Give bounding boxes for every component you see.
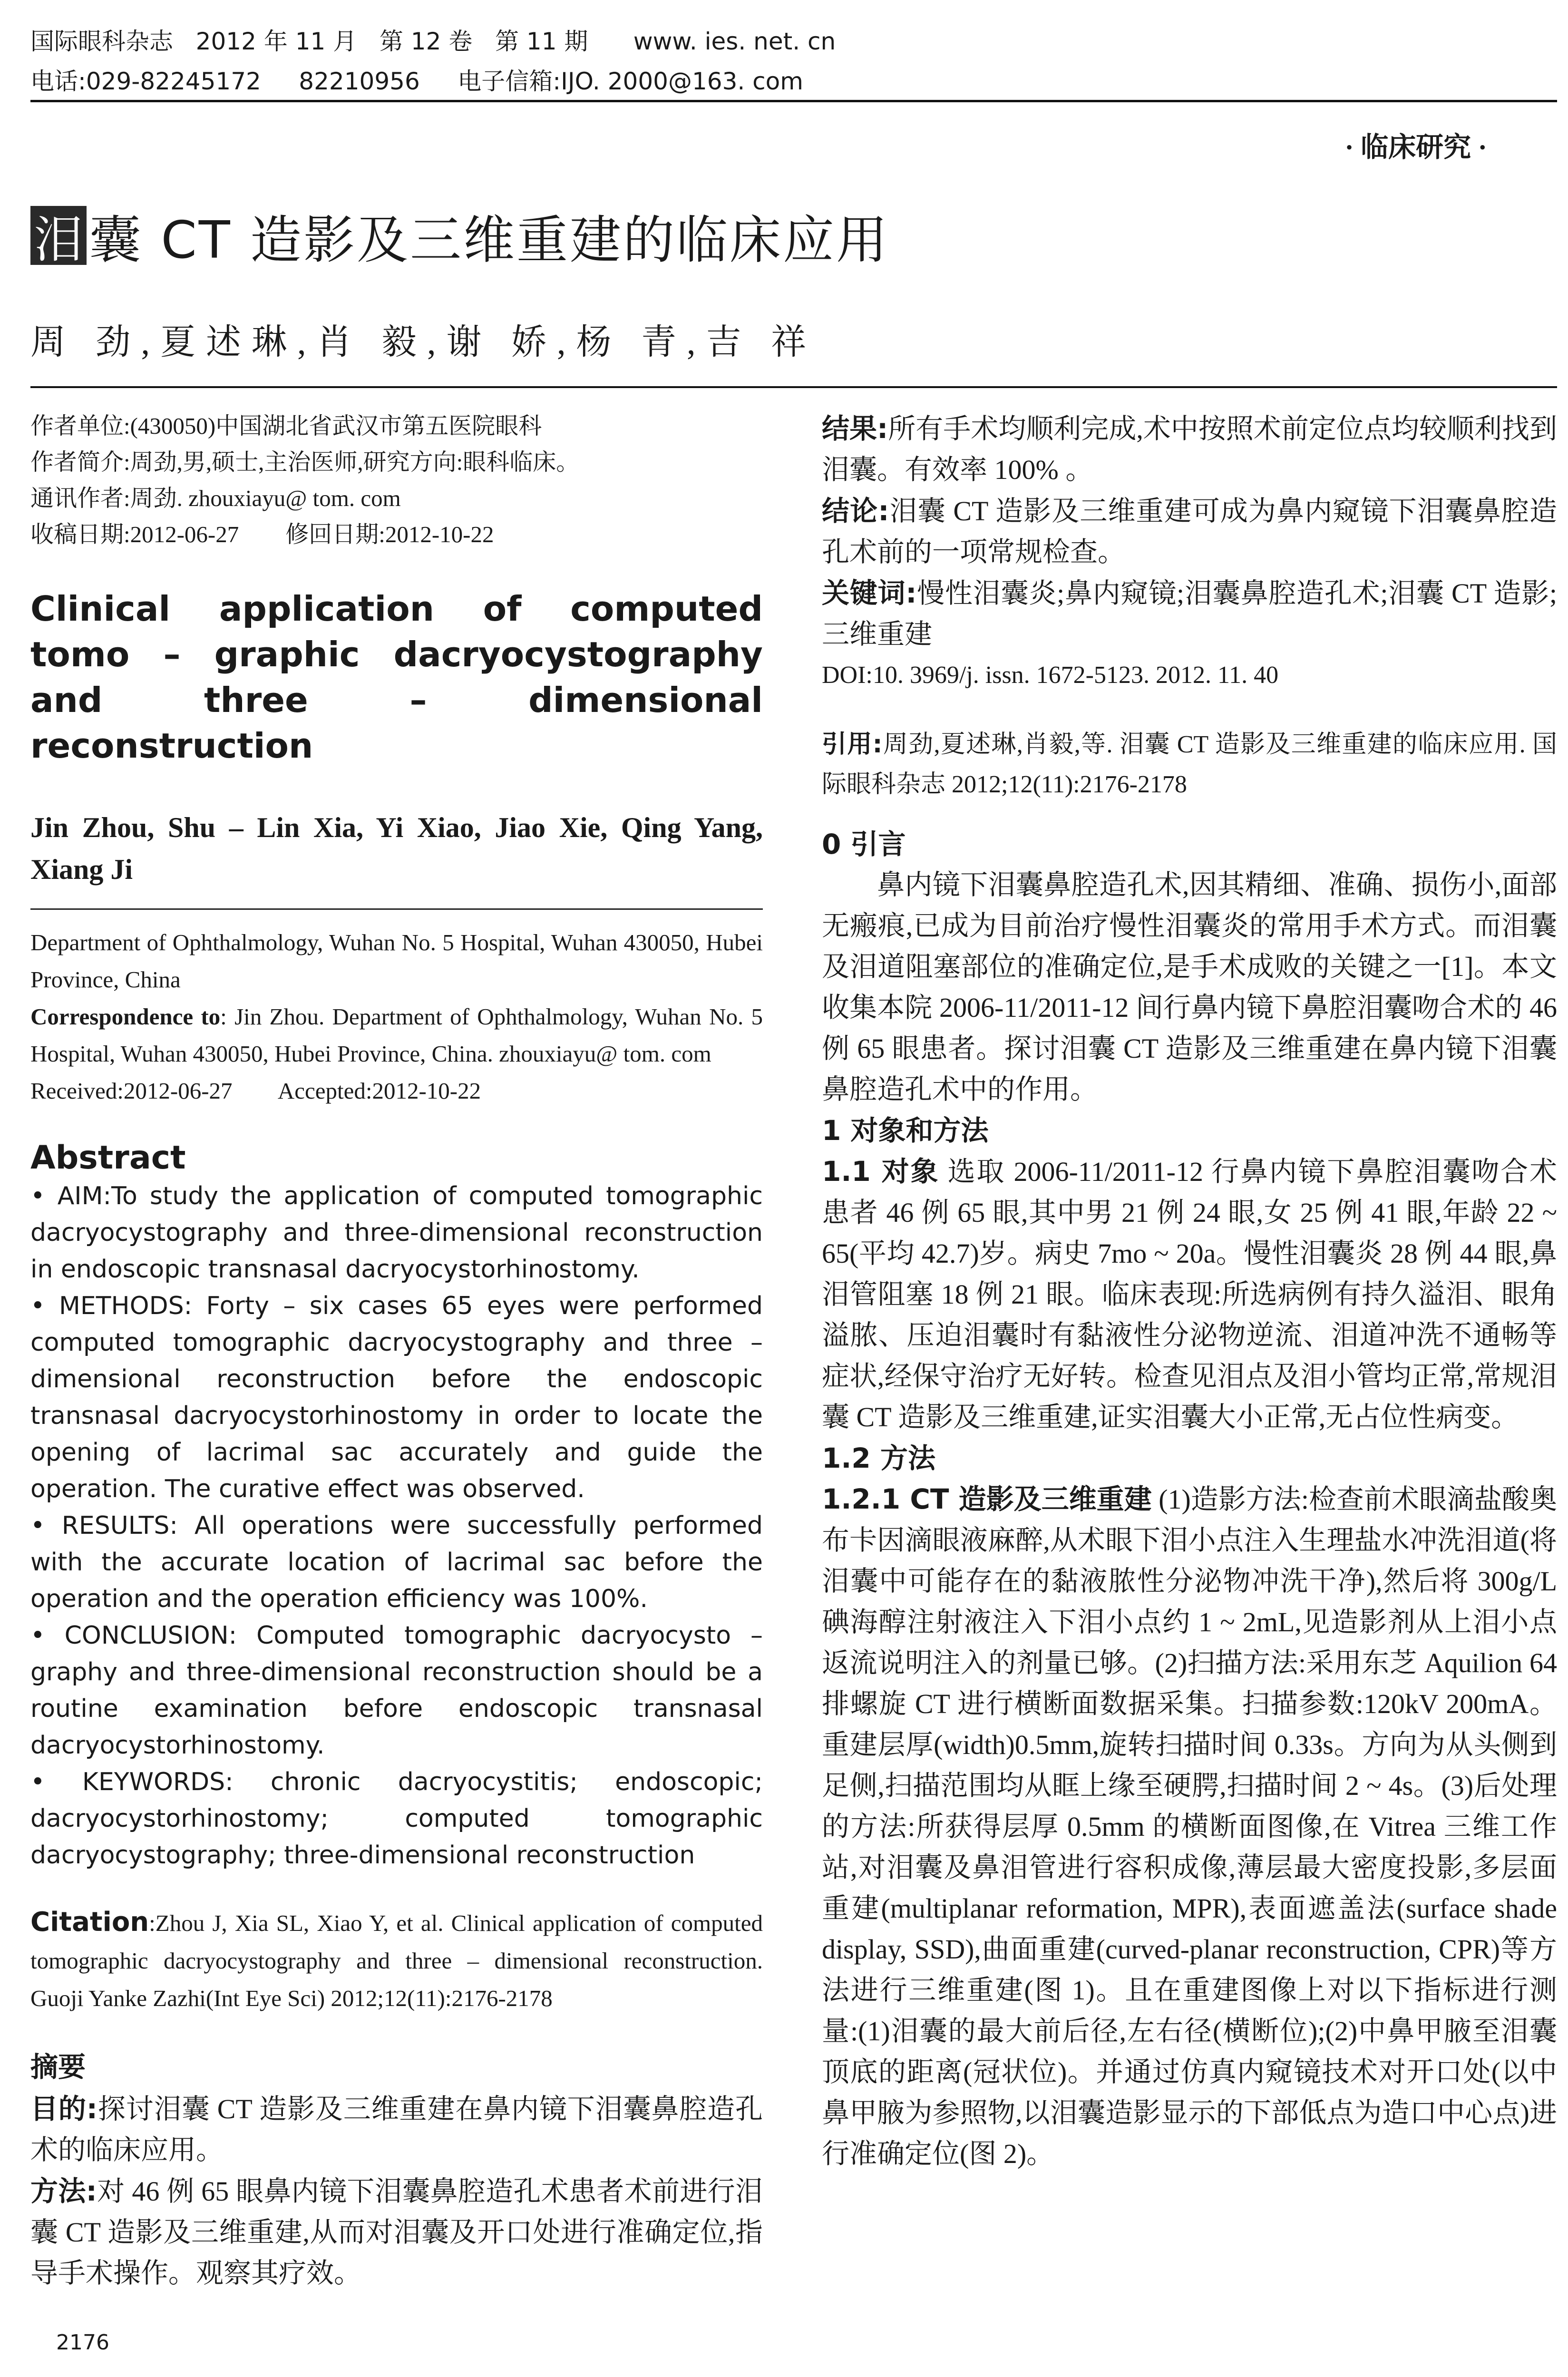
author-unit: 作者单位:(430050)中国湖北省武汉市第五医院眼科 [30, 413, 542, 439]
received-accepted: Received:2012-06-27 Accepted:2012-10-22 [30, 1078, 481, 1104]
correspondence-text: : Jin Zhou. Department of Ophthalmology, Wuhan No. 5 Hospital, Wuhan 430050, Hubei Province, China. zhouxiayu@ tom. com [30, 1003, 763, 1067]
aim-label: 目的: [30, 2093, 97, 2125]
methods-text: 对 46 例 65 眼鼻内镜下泪囊鼻腔造孔术患者术前进行泪囊 CT 造影及三维重建,从而对泪囊及开口处进行准确定位,指导手术操作。观察其疗效。 [30, 2176, 763, 2289]
abstract-heading: Abstract [30, 1139, 186, 1177]
chinese-abstract-conclusion [822, 490, 1557, 573]
right-column [822, 408, 1557, 2174]
section-1-2-1-paragraph [822, 1479, 1557, 2174]
correspondence-label: Correspondence to [30, 1003, 221, 1030]
title-text: 囊 CT 造影及三维重建的临床应用 [89, 210, 890, 270]
corresponding-author: 通讯作者:周劲. zhouxiayu@ tom. com [30, 485, 401, 511]
abstract-methods: • METHODS: Forty – six cases 65 eyes were performed computed tomographic dacryocystography and three – dimensional reconstruction before the endoscopic transnasal dacryocystorhinostomy in order to locate the opening of lacrimal sac accurately and guide the operation. The curative effect was observed. [30, 1292, 763, 1503]
conclusion-label: 结论: [822, 495, 889, 527]
author-rule [30, 908, 763, 910]
abstract-results: • RESULTS: All operations were successfully performed with the accurate location of lacrimal sac before the operation and the operation efficiency was 100%. [30, 1511, 763, 1613]
keywords-label: 关键词: [822, 577, 917, 609]
methods-label: 方法: [30, 2175, 97, 2207]
journal-header-line2: 电话:029-82245172 82210956 电子信箱:IJO. 2000@163. com [30, 68, 803, 95]
section-0-paragraph: 鼻内镜下泪囊鼻腔造孔术,因其精细、准确、损伤小,面部无瘢痕,已成为目前治疗慢性泪囊炎的常用手术方式。而泪囊及泪道阻塞部位的准确定位,是手术成败的关键之一[1]。本文收集本院 2006-11/2011-12 间行鼻内镜下鼻腔泪囊吻合术的 46 例 65 眼患者。探讨泪囊 CT 造影及三维重建在鼻内镜下泪囊鼻腔造孔术中的作用。 [822, 869, 1557, 1105]
english-title: Clinical application of computed tomo – graphic dacryocystography and three – dimensional reconstruction [30, 589, 763, 766]
conclusion-text: 泪囊 CT 造影及三维重建可成为鼻内窥镜下泪囊鼻腔造孔术前的一项常规检查。 [822, 496, 1557, 567]
left-column [30, 408, 763, 2294]
cn-citation-text: 周劲,夏述琳,肖毅,等. 泪囊 CT 造影及三维重建的临床应用. 国际眼科杂志 2012;12(11):2176-2178 [822, 731, 1557, 798]
citation-label: Citation [30, 1907, 149, 1938]
section-1-1-label: 1.1 对象 [822, 1155, 940, 1188]
title-drop-cap: 泪 [30, 206, 87, 265]
results-text: 所有手术均顺利完成,术中按照术前定位点均较顺利找到泪囊。有效率 100% 。 [822, 413, 1557, 485]
chinese-abstract-results [822, 408, 1557, 490]
authors-chinese: 周 劲,夏述琳,肖 毅,谢 娇,杨 青,吉 祥 [30, 323, 817, 362]
title-rule [30, 386, 1557, 388]
journal-header-line1: 国际眼科杂志 2012 年 11 月 第 12 卷 第 11 期 www. ies. net. cn [30, 28, 836, 55]
section-1-2-1-text: (1)造影方法:检查前术眼滴盐酸奥布卡因滴眼液麻醉,从术眼下泪小点注入生理盐水冲洗泪道(将泪囊中可能存在的黏液脓性分泌物冲洗干净),然后将 300g/L 碘海醇注射液注入下泪小点约 1 ~ 2mL,见造影剂从上泪小点返流说明注入的剂量已够。(2)扫描方法:采用东芝 Aquilion 64 排螺旋 CT 进行横断面数据采集。扫描参数:120kV 200mA。重建层厚(width)0.5mm,旋转扫描时间 0.33s。方向为从头侧到足侧,扫描范围均从眶上缘至硬腭,扫描时间 2 ~ 4s。(3)后处理的方法:所获得层厚 0.5mm 的横断面图像,在 Vitrea 三维工作站,对泪囊及鼻泪管进行容积成像,薄层最大密度投影,多层面重建(multiplanar reformation, MPR),表面遮盖法(surface shade display, SSD),曲面重建(curved-planar reconstruction, CPR)等方法进行三维重建(图 1)。且在重建图像上对以下指标进行测量:(1)泪囊的最大前后径,左右径(横断位);(2)中鼻甲腋至泪囊顶底的距离(冠状位)。并通过仿真内窥镜技术对开口处(以中鼻甲腋为参照物,以泪囊造影显示的下部低点为造口中心点)进行准确定位(图 2)。 [822, 1484, 1558, 2169]
chinese-abstract-aim [30, 2088, 763, 2171]
department: Department of Ophthalmology, Wuhan No. 5 Hospital, Wuhan 430050, Hubei Province, China [30, 929, 763, 993]
correspondence [30, 998, 763, 1072]
cn-citation-label: 引用: [822, 730, 883, 759]
english-authors: Jin Zhou, Shu – Lin Xia, Yi Xiao, Jiao Xie, Qing Yang, Xiang Ji [30, 812, 763, 885]
results-label: 结果: [822, 412, 888, 445]
section-1-2-1-label: 1.2.1 CT 造影及三维重建 [822, 1483, 1152, 1515]
citation-text: :Zhou J, Xia SL, Xiao Y, et al. Clinical application of computed tomographic dacryocystography and three – dimensional reconstruction. Guoji Yanke Zazhi(Int Eye Sci) 2012;12(11):2176-2178 [30, 1910, 763, 2011]
section-1-1-paragraph [822, 1151, 1557, 1438]
article-title [30, 205, 890, 270]
section-0-heading: 0 引言 [822, 828, 906, 860]
header-rule [30, 100, 1557, 102]
section-1-heading: 1 对象和方法 [822, 1114, 989, 1147]
citation-chinese [822, 724, 1557, 805]
citation-english [30, 1903, 763, 2017]
keywords-text: 慢性泪囊炎;鼻内窥镜;泪囊鼻腔造孔术;泪囊 CT 造影;三维重建 [822, 578, 1557, 650]
chinese-abstract-methods [30, 2171, 763, 2294]
aim-text: 探讨泪囊 CT 造影及三维重建在鼻内镜下泪囊鼻腔造孔术的临床应用。 [30, 2094, 763, 2165]
abstract-conclusion: • CONCLUSION: Computed tomographic dacryocysto – graphy and three-dimensional reconstruction should be a routine examination before endoscopic transnasal dacryocystorhinostomy. [30, 1621, 763, 1760]
section-1-2-heading: 1.2 方法 [822, 1442, 935, 1474]
abstract-keywords: • KEYWORDS: chronic dacryocystitis; endoscopic; dacryocystorhinostomy; computed tomographic dacryocystography; three-dimensional reconstruction [30, 1768, 763, 1870]
dates: 收稿日期:2012-06-27 修回日期:2012-10-22 [30, 521, 494, 547]
page-number: 2176 [56, 2330, 109, 2355]
author-bio: 作者简介:周劲,男,硕士,主治医师,研究方向:眼科临床。 [30, 449, 580, 475]
doi: DOI:10. 3969/j. issn. 1672-5123. 2012. 11. 40 [822, 662, 1279, 689]
section-1-1-text: 选取 2006-11/2011-12 行鼻内镜下鼻腔泪囊吻合术患者 46 例 65 眼,其中男 21 例 24 眼,女 25 例 41 眼,年龄 22 ~ 65(平均 42.7)岁。病史 7mo ~ 20a。慢性泪囊炎 28 例 44 眼,鼻泪管阻塞 18 例 21 眼。临床表现:所选病例有持久溢泪、眼角溢脓、压迫泪囊时有黏液性分泌物逆流、泪道冲洗不通畅等症状,经保守治疗无好转。检查见泪点及泪小管均正常,常规泪囊 CT 造影及三维重建,证实泪囊大小正常,无占位性病变。 [822, 1156, 1557, 1432]
chinese-abstract-heading: 摘要 [30, 2051, 86, 2083]
section-tag: · 临床研究 · [1344, 132, 1487, 163]
abstract-aim: • AIM:To study the application of computed tomographic dacryocystography and three-dimensional reconstruction in endoscopic transnasal dacryocystorhinostomy. [30, 1182, 763, 1284]
chinese-keywords [822, 573, 1557, 655]
